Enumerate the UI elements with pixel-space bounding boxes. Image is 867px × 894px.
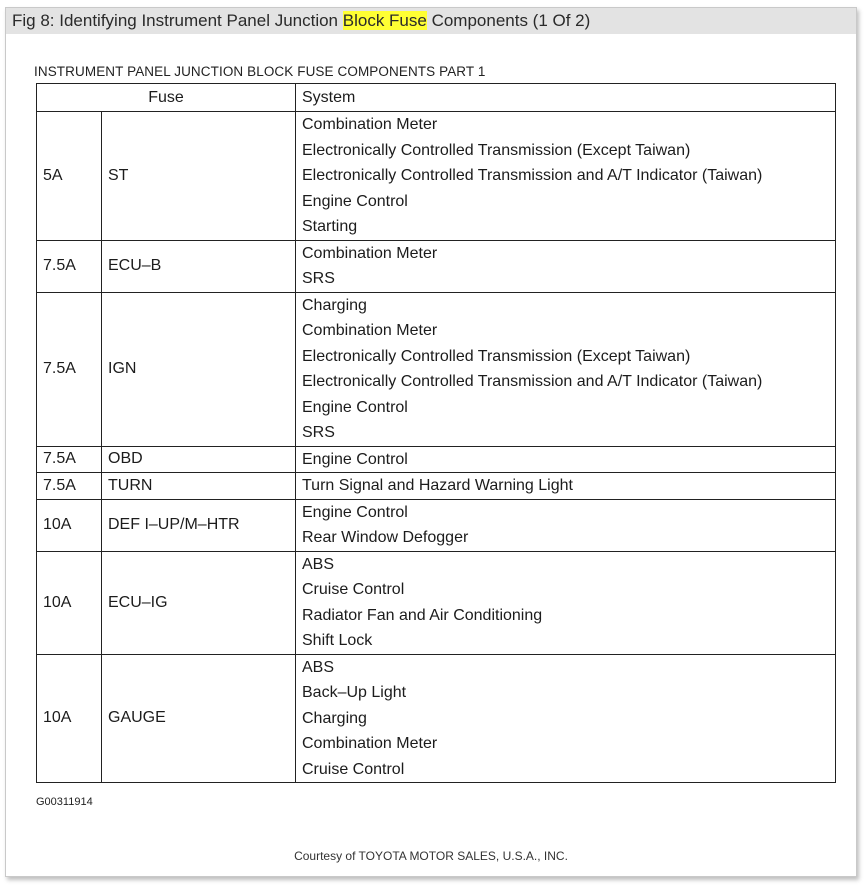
table-row	[37, 112, 836, 241]
figure-code: G00311914	[36, 796, 93, 808]
system-item: SRS	[302, 424, 335, 441]
system-item: Radiator Fan and Air Conditioning	[302, 606, 543, 624]
system-item: Electronically Controlled Transmission (Except Taiwan)	[302, 141, 691, 159]
system-item: Engine Control	[302, 503, 408, 521]
fuse-table	[36, 83, 836, 783]
system-item: Combination Meter	[302, 244, 438, 262]
fuse-name: GAUGE	[102, 654, 296, 783]
fuse-name: DEF I–UP/M–HTR	[102, 499, 296, 551]
system-item: Charging	[302, 296, 367, 314]
system-item: Combination Meter	[302, 116, 438, 133]
fuse-name: ECU–B	[102, 240, 296, 292]
system-item: Cruise Control	[302, 581, 405, 598]
table-row	[37, 240, 836, 292]
system-item: Electronically Controlled Transmission and A/T Indicator (Taiwan)	[302, 373, 763, 390]
header-fuse: Fuse	[37, 84, 296, 112]
figure-frame	[5, 7, 857, 877]
fuse-name: IGN	[102, 292, 296, 446]
fuse-amperage: 7.5A	[37, 473, 102, 500]
fuse-amperage: 7.5A	[37, 446, 102, 473]
fuse-amperage: 5A	[37, 112, 102, 241]
system-item: Charging	[302, 709, 367, 727]
fuse-systems	[296, 112, 836, 241]
system-item: Engine Control	[302, 398, 408, 416]
fuse-amperage: 7.5A	[37, 240, 102, 292]
fuse-name: ST	[102, 112, 296, 241]
fuse-amperage: 7.5A	[37, 292, 102, 446]
header-system: System	[296, 84, 836, 112]
system-item: Cruise Control	[302, 760, 405, 778]
system-item: SRS	[302, 270, 335, 287]
fuse-amperage: 10A	[37, 551, 102, 654]
system-item: Turn Signal and Hazard Warning Light	[302, 477, 573, 494]
system-item: Electronically Controlled Transmission (Except Taiwan)	[302, 347, 691, 365]
table-row	[37, 473, 836, 500]
fuse-amperage: 10A	[37, 654, 102, 783]
fuse-systems	[296, 473, 836, 500]
caption-highlight: Block Fuse	[342, 11, 427, 30]
fuse-amperage: 10A	[37, 499, 102, 551]
system-item: Rear Window Defogger	[302, 529, 469, 546]
courtesy-credit: Courtesy of TOYOTA MOTOR SALES, U.S.A., INC.	[294, 849, 568, 863]
caption-prefix: Fig 8: Identifying Instrument Panel Junction	[12, 11, 343, 30]
fuse-table-body	[37, 112, 836, 783]
fuse-name: ECU–IG	[102, 551, 296, 654]
fuse-systems	[296, 292, 836, 446]
caption-suffix: Components (1 Of 2)	[426, 11, 591, 30]
table-row	[37, 654, 836, 783]
system-item: Combination Meter	[302, 322, 438, 339]
table-row	[37, 446, 836, 473]
fuse-name: TURN	[102, 473, 296, 500]
table-header-row	[37, 84, 836, 112]
system-item: Engine Control	[302, 450, 408, 468]
fuse-systems	[296, 240, 836, 292]
table-row	[37, 499, 836, 551]
fuse-name: OBD	[102, 446, 296, 473]
system-item: Back–Up Light	[302, 684, 407, 701]
system-item: Engine Control	[302, 192, 408, 210]
system-item: Starting	[302, 218, 358, 235]
fuse-systems	[296, 654, 836, 783]
system-item: ABS	[302, 658, 335, 676]
system-item: Electronically Controlled Transmission and A/T Indicator (Taiwan)	[302, 167, 763, 184]
fuse-systems	[296, 551, 836, 654]
table-row	[37, 551, 836, 654]
table-row	[37, 292, 836, 446]
system-item: Shift Lock	[302, 632, 373, 649]
fuse-systems	[296, 446, 836, 473]
figure-caption	[6, 8, 856, 34]
system-item: Combination Meter	[302, 735, 438, 752]
table-title: INSTRUMENT PANEL JUNCTION BLOCK FUSE COMPONENTS PART 1	[34, 64, 486, 79]
fuse-systems	[296, 499, 836, 551]
system-item: ABS	[302, 555, 335, 573]
